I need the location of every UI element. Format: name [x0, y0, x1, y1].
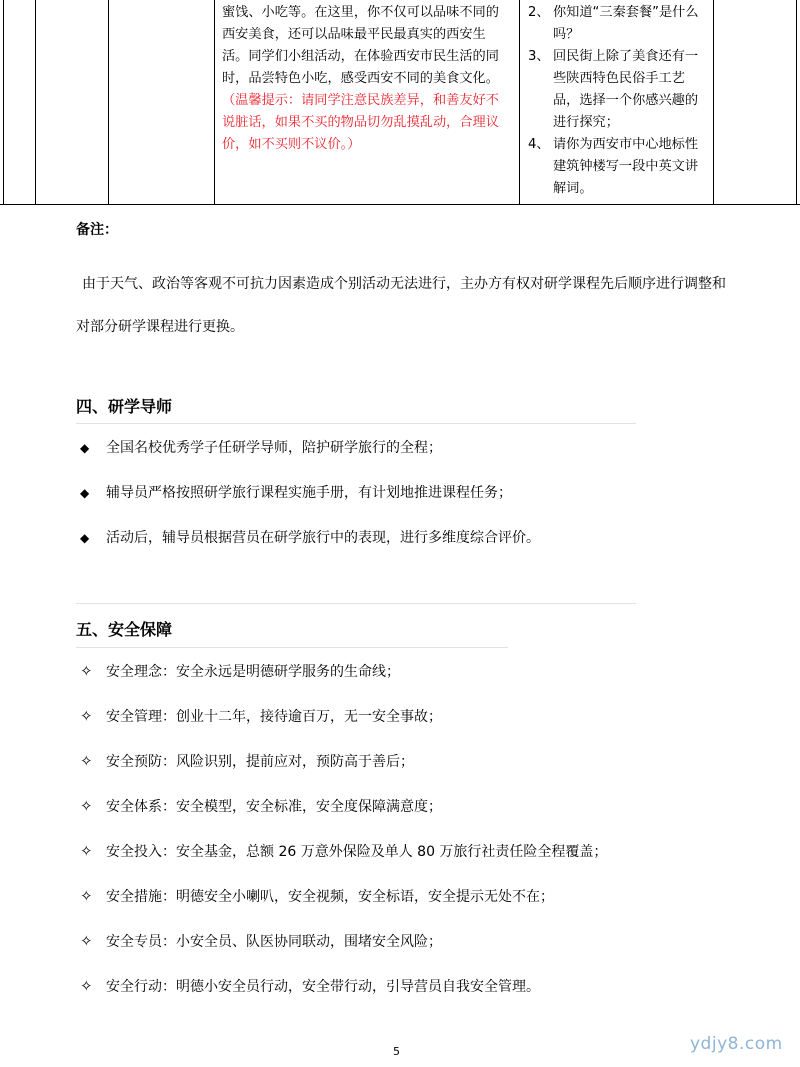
- section-title-safety: 五、安全保障: [76, 620, 173, 639]
- table-col-divider: [713, 0, 714, 205]
- table-col-divider: [519, 0, 520, 205]
- list-item-text: 辅导员严格按照研学旅行课程实施手册，有计划地推进课程任务；: [106, 485, 512, 501]
- list-item-text: 安全理念：安全永远是明德研学服务的生命线；: [106, 664, 400, 680]
- table-bottom-border: [0, 204, 800, 205]
- list-item-text: 全国名校优秀学子任研学导师，陪护研学旅行的全程；: [106, 440, 442, 456]
- task-item: [528, 2, 710, 46]
- warm-tip-text: （温馨提示：请同学注意民族差异，和善友好不说脏话，如果不买的物品切勿乱摸乱动，合理议价，如不买则不议价。）: [222, 93, 499, 152]
- sparkle-bullet-icon: ✧: [80, 797, 93, 815]
- diamond-bullet-icon: ◆: [80, 486, 90, 500]
- section-divider: [76, 423, 636, 424]
- table-col-divider: [108, 0, 109, 205]
- list-item: [80, 705, 442, 727]
- activity-description-cell: [222, 2, 512, 156]
- itinerary-table-fragment: [0, 0, 800, 205]
- list-item-text: 安全投入：安全基金，总额 26 万意外保险及单人 80 万旅行社责任险全程覆盖；: [106, 844, 608, 860]
- sparkle-bullet-icon: ✧: [80, 887, 93, 905]
- section-divider: [76, 603, 636, 604]
- list-item-text: 安全专员：小安全员、队医协同联动，围堵安全风险；: [106, 934, 442, 950]
- list-item-text: 活动后，辅导员根据营员在研学旅行中的表现，进行多维度综合评价。: [106, 530, 540, 546]
- sparkle-bullet-icon: ✧: [80, 707, 93, 725]
- task-list-cell: [528, 2, 710, 200]
- table-border-left: [3, 0, 4, 205]
- table-col-divider: [35, 0, 36, 205]
- table-col-divider: [214, 0, 215, 205]
- diamond-bullet-icon: ◆: [80, 441, 90, 455]
- list-item: [80, 750, 414, 772]
- list-item-text: 安全预防：风险识别，提前应对，预防高于善后；: [106, 754, 414, 770]
- task-item: [528, 46, 710, 134]
- table-border-right: [796, 0, 797, 205]
- list-item-text: 安全行动：明德小安全员行动，安全带行动，引导营员自我安全管理。: [106, 979, 540, 995]
- list-item: [80, 930, 442, 952]
- sparkle-bullet-icon: ✧: [80, 662, 93, 680]
- site-watermark: ydjy8.com: [690, 1034, 783, 1054]
- section-divider: [76, 647, 508, 648]
- diamond-bullet-icon: ◆: [80, 531, 90, 545]
- task-text: 回民街上除了美食还有一些陕西特色民俗手工艺品，选择一个你感兴趣的进行探究；: [553, 49, 699, 130]
- list-item-text: 安全管理：创业十二年，接待逾百万，无一安全事故；: [106, 709, 442, 725]
- list-item: [80, 795, 442, 817]
- task-item: [528, 134, 710, 200]
- task-text: 请你为西安市中心地标性建筑钟楼写一段中英文讲解词。: [553, 137, 699, 196]
- note-label: 备注：: [76, 222, 118, 238]
- list-item: [80, 840, 607, 862]
- list-item: [80, 975, 540, 997]
- task-number: 2、: [528, 5, 550, 20]
- note-body: 由于天气、政治等客观不可抗力因素造成个别活动无法进行，主办方有权对研学课程先后顺序进行调整和对部分研学课程进行更换。: [76, 276, 726, 335]
- sparkle-bullet-icon: ✧: [80, 932, 93, 950]
- list-item: [80, 482, 512, 504]
- list-item-text: 安全措施：明德安全小喇叭，安全视频，安全标语，安全提示无处不在；: [106, 889, 554, 905]
- list-item: [80, 527, 540, 549]
- task-number: 3、: [528, 49, 550, 64]
- page-number: 5: [393, 1045, 400, 1058]
- list-item: [80, 885, 554, 907]
- sparkle-bullet-icon: ✧: [80, 752, 93, 770]
- task-text: 你知道“三秦套餐”是什么吗？: [553, 5, 699, 42]
- section-title-tutors: 四、研学导师: [76, 397, 173, 416]
- activity-text: 蜜饯、小吃等。在这里，你不仅可以品味不同的西安美食，还可以品味最平民最真实的西安生活。同学们小组活动，在体验西安市民生活的同时，品尝特色小吃，感受西安不同的美食文化。: [222, 5, 499, 86]
- task-number: 4、: [528, 137, 550, 152]
- list-item: [80, 437, 442, 459]
- list-item: [80, 660, 400, 682]
- sparkle-bullet-icon: ✧: [80, 977, 93, 995]
- sparkle-bullet-icon: ✧: [80, 842, 93, 860]
- list-item-text: 安全体系：安全模型，安全标准，安全度保障满意度；: [106, 799, 442, 815]
